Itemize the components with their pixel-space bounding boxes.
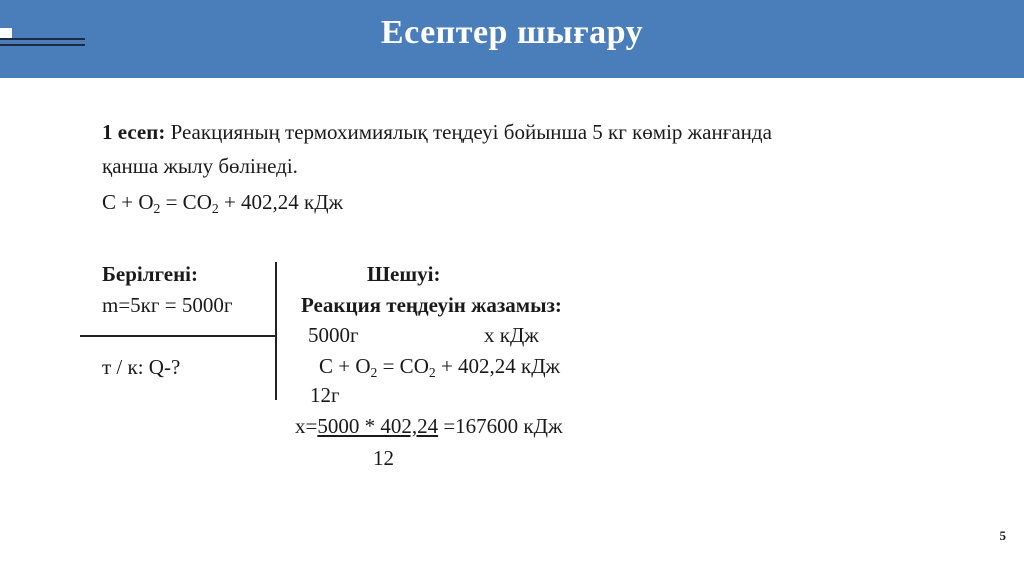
problem-number: 1 есеп: — [102, 120, 166, 144]
problem-text-1: Реакцияның термохимиялық теңдеуі бойынша 5 кг көмір жанғанда — [165, 120, 772, 144]
solution-label: Шешуі: — [367, 262, 441, 286]
slide-header — [0, 0, 1024, 78]
problem-equation: $C + O_2 = CO_2 + 402,24$ кДж — [102, 190, 344, 216]
solution-subtitle: Реакция теңдеуін жазамыз: — [301, 293, 562, 317]
given-mass: m=5кг = 5000г — [102, 293, 233, 317]
solution-equation: $C + O_2 = CO_2 + 402,24$ кДж — [319, 354, 561, 380]
find-quantity: т / к: Q-? — [102, 355, 181, 379]
given-label: Берілгені: — [102, 262, 199, 286]
problem-text-2: қанша жылу бөлінеді. — [102, 154, 298, 178]
fraction-denominator: 12 — [373, 446, 394, 470]
energy-above: х кДж — [484, 323, 539, 347]
problem-line-1 — [102, 120, 772, 145]
divider-horizontal — [80, 335, 276, 337]
slide-title: Есептер шығару — [380, 14, 644, 51]
calculation-line: х=5000 * 402,24 =167600 кДж — [295, 414, 563, 438]
fraction-numerator: 5000 * 402,24 — [317, 414, 439, 438]
mass-above: 5000г — [308, 323, 359, 347]
divider-vertical — [275, 262, 277, 400]
molar-mass-below: 12г — [310, 383, 340, 407]
page-number: 5 — [999, 528, 1006, 543]
